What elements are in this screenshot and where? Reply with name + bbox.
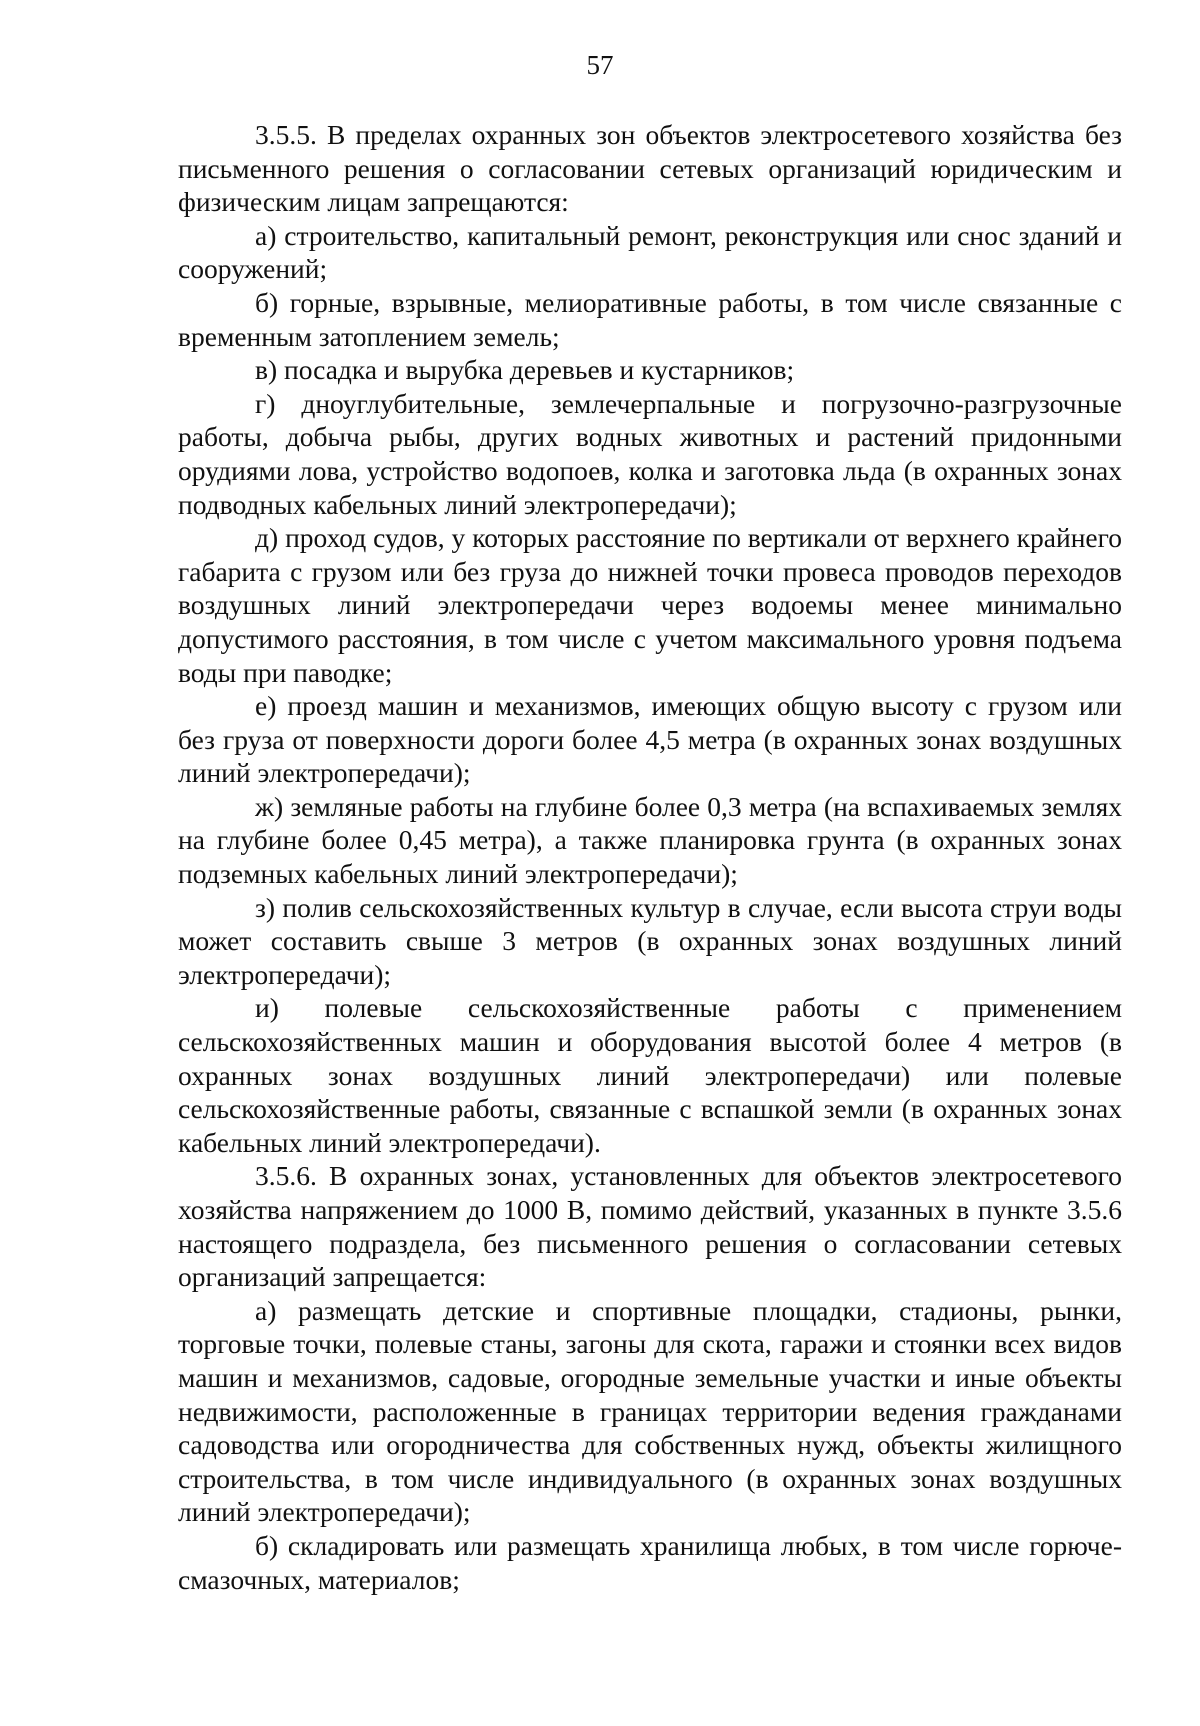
paragraph-sub-item-b: б) складировать или размещать хранилища любых, в том числе горюче-смазочных, материалов; [178, 1529, 1122, 1595]
paragraph-item-zh: ж) земляные работы на глубине более 0,3 метра (на вспахиваемых землях на глубине более 0,45 метра), а также планировка грунта (в охранных зонах подземных кабельных линий электропередачи); [178, 790, 1122, 890]
paragraph-item-i: и) полевые сельскохозяйственные работы с применением сельскохозяйственных машин и оборудования высотой более 4 метров (в охранных зонах воздушных линий электропередачи) или полевые сельскохозяйственные работы, связанные с вспашкой земли (в охранных зонах кабельных линий электропередачи). [178, 992, 1122, 1158]
document-body [178, 118, 1122, 1596]
paragraph-item-d: д) проход судов, у которых расстояние по вертикали от верхнего крайнего габарита с грузом или без груза до нижней точки провеса проводов переходов воздушных линий электропередачи через водоемы менее минимально допустимого расстояния, в том числе с учетом максимального уровня подъема воды при паводке; [178, 522, 1122, 688]
paragraph-item-e: е) проезд машин и механизмов, имеющих общую высоту с грузом или без груза от поверхности дороги более 4,5 метра (в охранных зонах воздушных линий электропередачи); [178, 690, 1122, 789]
paragraph-sub-item-a: а) размещать детские и спортивные площадки, стадионы, рынки, торговые точки, полевые станы, загоны для скота, гаражи и стоянки всех видов машин и механизмов, садовые, огородные земельные участки и иные объекты недвижимости, расположенные в границах территории ведения гражданами садоводства или огородничества для собственных нужд, объекты жилищного строительства, в том числе индивидуального (в охранных зонах воздушных линий электропередачи); [178, 1294, 1122, 1528]
paragraph-item-b: б) горные, взрывные, мелиоративные работы, в том числе связанные с временным затоплением земель; [178, 286, 1122, 352]
paragraph-3-5-5: 3.5.5. В пределах охранных зон объектов электросетевого хозяйства без письменного решения о согласовании сетевых организаций юридическим и физическим лицам запрещаются: [178, 119, 1122, 218]
paragraph-3-5-6: 3.5.6. В охранных зонах, установленных для объектов электросетевого хозяйства напряжением до 1000 В, помимо действий, указанных в пункте 3.5.6 настоящего подраздела, без письменного решения о согласовании сетевых организаций запрещается: [178, 1160, 1122, 1293]
paragraph-item-g: г) дноуглубительные, землечерпальные и погрузочно-разгрузочные работы, добыча рыбы, других водных животных и растений придонными орудиями лова, устройство водопоев, колка и заготовка льда (в охранных зонах подводных кабельных линий электропередачи); [178, 387, 1122, 520]
paragraph-item-v: в) посадка и вырубка деревьев и кустарников; [255, 354, 795, 386]
paragraph-item-a: а) строительство, капитальный ремонт, реконструкция или снос зданий и сооружений; [178, 219, 1122, 285]
paragraph-item-z: з) полив сельскохозяйственных культур в случае, если высота струи воды может составить свыше 3 метров (в охранных зонах воздушных линий электропередачи); [178, 891, 1122, 990]
page-number: 57 [586, 50, 614, 80]
